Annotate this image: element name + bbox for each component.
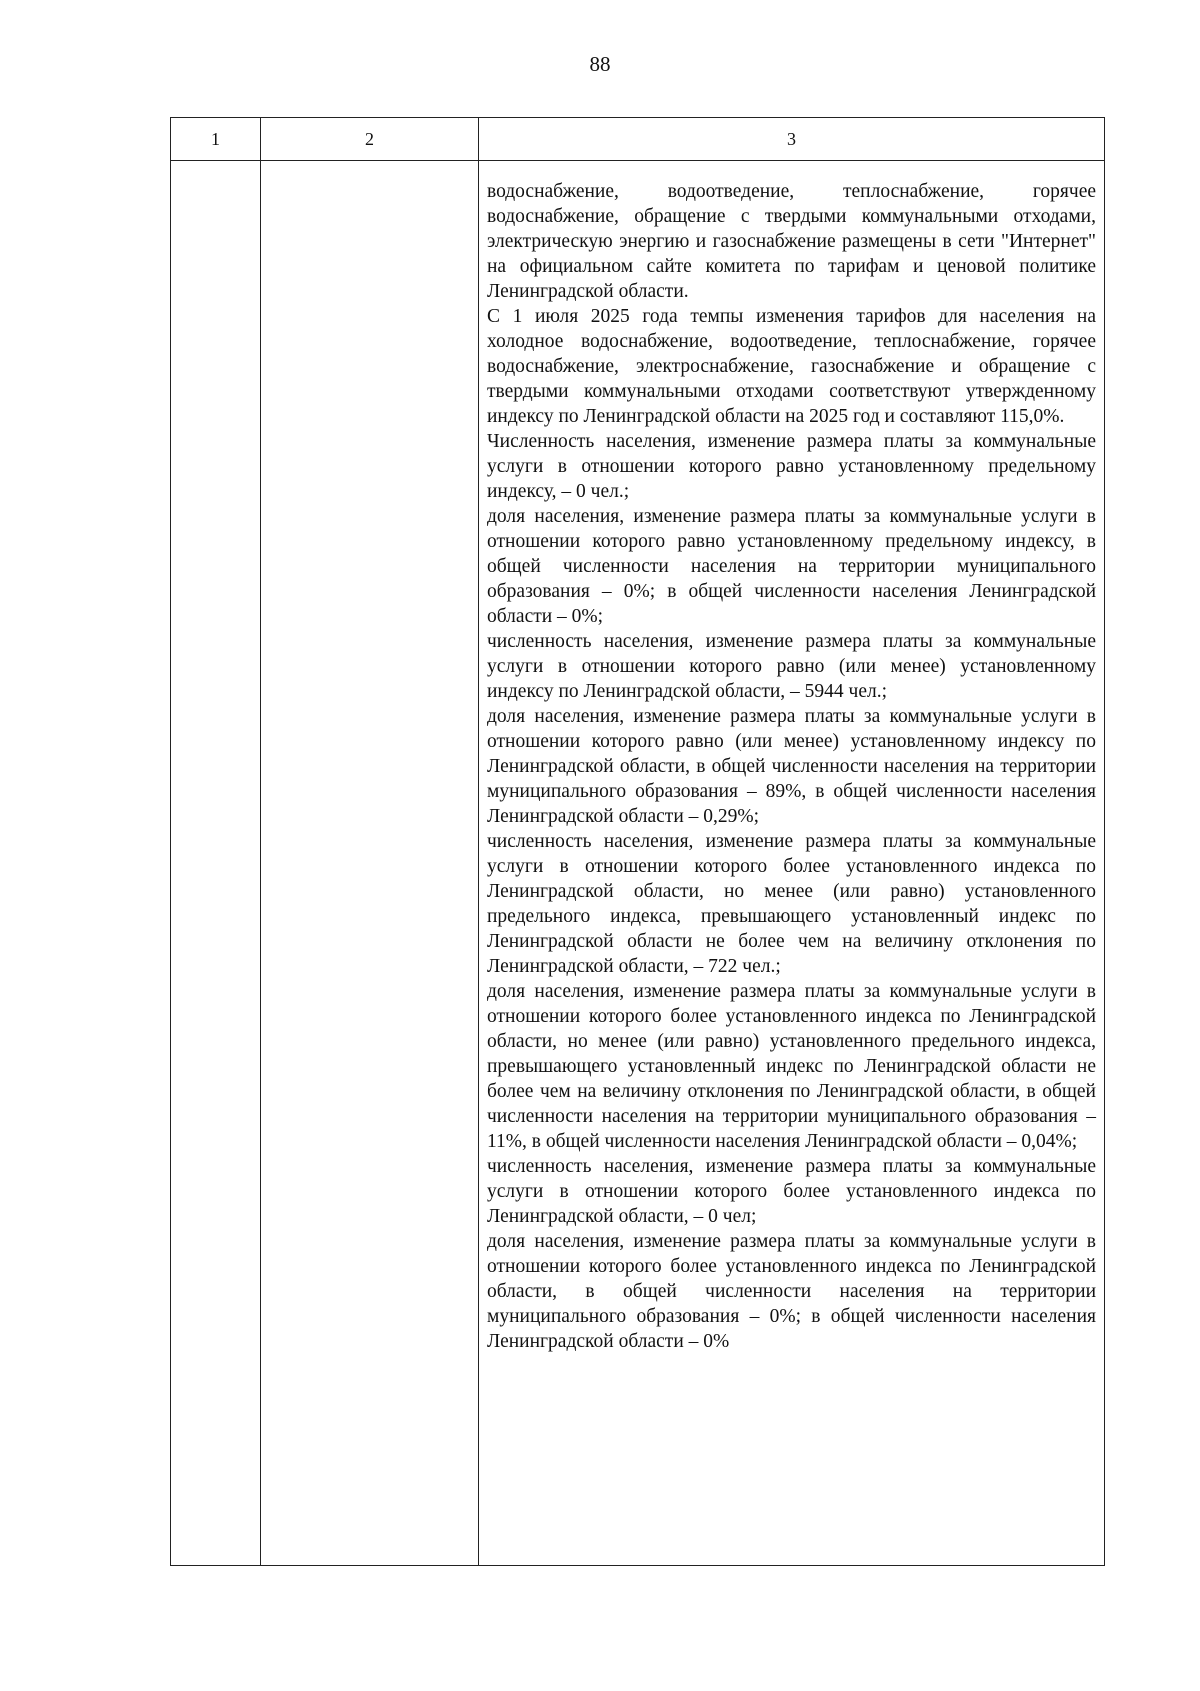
paragraph-population-equal-limit-index: Численность населения, изменение размера платы за коммунальные услуги в отношении которого равно установленному предельному индексу, – 0 чел.; <box>487 431 1096 502</box>
paragraph-share-equal-or-less-index: доля населения, изменение размера платы за коммунальные услуги в отношении которого равно (или менее) установленному индексу по Ленинградской области, в общей численности населения на территории муниципального образования – 89%, в общей численности населения Ленинградской области – 0,29%; <box>487 706 1096 827</box>
table-row <box>171 161 1105 1566</box>
column-header-1: 1 <box>171 118 261 161</box>
document-table <box>170 117 1105 1566</box>
paragraph-population-above-index: численность населения, изменение размера платы за коммунальные услуги в отношении которого более установленного индекса по Ленинградской области, – 0 чел; <box>487 1156 1096 1227</box>
column-3-text <box>479 161 1104 1354</box>
paragraph-population-within-deviation: численность населения, изменение размера платы за коммунальные услуги в отношении которого более установленного индекса по Ленинградской области, но менее (или равно) установленного предельного индекса, превышающего установленный индекс по Ленинградской области не более чем на величину отклонения по Ленинградской области, – 722 чел.; <box>487 831 1096 977</box>
paragraph-population-equal-or-less-index: численность населения, изменение размера платы за коммунальные услуги в отношении которого равно (или менее) установленному индексу по Ленинградской области, – 5944 чел.; <box>487 631 1096 702</box>
paragraph-share-above-index: доля населения, изменение размера платы за коммунальные услуги в отношении которого более установленного индекса по Ленинградской области, в общей численности населения на территории муниципального образования – 0%; в общей численности населения Ленинградской области – 0% <box>487 1231 1096 1352</box>
paragraph-tariff-publication: водоснабжение, водоотведение, теплоснабжение, горячее водоснабжение, обращение с твердыми коммунальными отходами, электрическую энергию и газоснабжение размещены в сети "Интернет" на официальном сайте комитета по тарифам и ценовой политике Ленинградской области. <box>487 181 1096 302</box>
cell-column-1 <box>171 161 261 1566</box>
cell-column-2 <box>261 161 479 1566</box>
paragraph-share-equal-limit-index: доля населения, изменение размера платы за коммунальные услуги в отношении которого равно установленному предельному индексу, в общей численности населения на территории муниципального образования – 0%; в общей численности населения Ленинградской области – 0%; <box>487 506 1096 627</box>
column-header-3: 3 <box>479 118 1105 161</box>
column-header-2: 2 <box>261 118 479 161</box>
paragraph-tariff-change-rate: С 1 июля 2025 года темпы изменения тарифов для населения на холодное водоснабжение, водоотведение, теплоснабжение, горячее водоснабжение, электроснабжение, газоснабжение и обращение с твердыми коммунальными отходами соответствуют утвержденному индексу по Ленинградской области на 2025 год и составляют 115,0%. <box>487 306 1096 427</box>
page-number: 88 <box>589 52 611 76</box>
table-header-row <box>171 118 1105 161</box>
paragraph-share-within-deviation: доля населения, изменение размера платы за коммунальные услуги в отношении которого более установленного индекса по Ленинградской области, но менее (или равно) установленного предельного индекса, превышающего установленный индекс по Ленинградской области не более чем на величину отклонения по Ленинградской области, в общей численности населения на территории муниципального образования – 11%, в общей численности населения Ленинградской области – 0,04%; <box>487 981 1096 1152</box>
cell-column-3 <box>479 161 1105 1566</box>
